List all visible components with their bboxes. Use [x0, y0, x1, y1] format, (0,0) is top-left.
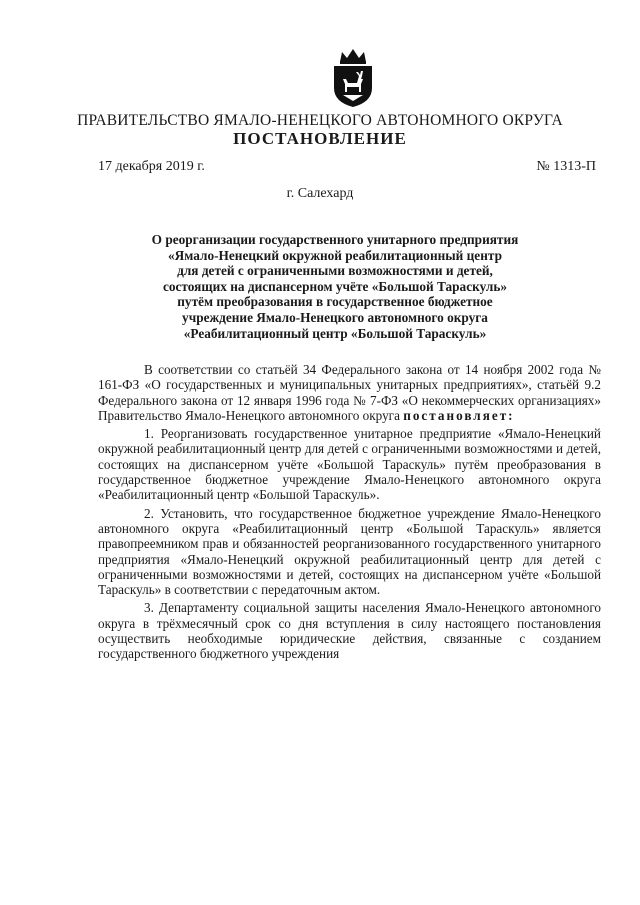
coat-of-arms-icon — [330, 48, 376, 108]
document-type: ПОСТАНОВЛЕНИЕ — [233, 129, 407, 148]
title-line: состоящих на диспансерном учёте «Большой Тараскуль» — [162, 278, 508, 294]
document-city: г. Салехард — [286, 186, 354, 201]
document-number: № 1313-П — [536, 159, 596, 174]
preamble-paragraph — [98, 362, 601, 423]
title-line: учреждение Ямало-Ненецкого автономного округа — [182, 309, 488, 325]
preamble-text: В соответствии со статьёй 34 Федерального закона от 14 ноября 2002 года № 161-ФЗ «О государственных и муниципальных унитарных предприятиях», статьёй 9.2 Федерального закона от 12 января 1996 года № 7-ФЗ «О некоммерческих организациях» Правительство Ямало-Ненецкого автономного округа — [98, 362, 601, 423]
title-line: путём преобразования в государственное бюджетное — [177, 294, 493, 310]
document-title — [100, 232, 570, 341]
document-body — [98, 362, 601, 665]
title-line: «Ямало-Ненецкий окружной реабилитационный центр — [168, 247, 502, 263]
title-line: «Реабилитационный центр «Большой Тараскуль» — [183, 325, 487, 341]
title-line: для детей с ограниченными возможностями и детей, — [177, 263, 493, 279]
title-line: О реорганизации государственного унитарного предприятия — [151, 232, 519, 247]
organization-name: ПРАВИТЕЛЬСТВО ЯМАЛО-НЕНЕЦКОГО АВТОНОМНОГО ОКРУГА — [77, 112, 563, 129]
paragraph-1: 1. Реорганизовать государственное унитарное предприятие «Ямало-Ненецкий окружной реабилитационный центр для детей с ограниченными возможностями и детей, состоящих на диспансерном учёте «Большой Тараскуль» путём преобразования в государственное бюджетное учреждение Ямало-Ненецкого автономного округа «Реабилитационный центр «Большой Тараскуль». — [98, 426, 601, 503]
paragraph-3: 3. Департаменту социальной защиты населения Ямало-Ненецкого автономного округа в трёхмесячный срок со дня вступления в силу настоящего постановления осуществить необходимые юридические действия, связанные с созданием государственного бюджетного учреждения — [98, 600, 601, 662]
document-date: 17 декабря 2019 г. — [98, 159, 205, 174]
decree-word: постановляет: — [403, 407, 515, 423]
paragraph-2: 2. Установить, что государственное бюджетное учреждение Ямало-Ненецкого автономного округа «Реабилитационный центр «Большой Тараскуль» является правопреемником прав и обязанностей реорганизованного государственного унитарного предприятия «Ямало-Ненецкий окружной реабилитационный центр для детей с ограниченными возможностями и детей, состоящих на диспансерном учёте «Большой Тараскуль» в соответствии с передаточным актом. — [98, 505, 601, 598]
